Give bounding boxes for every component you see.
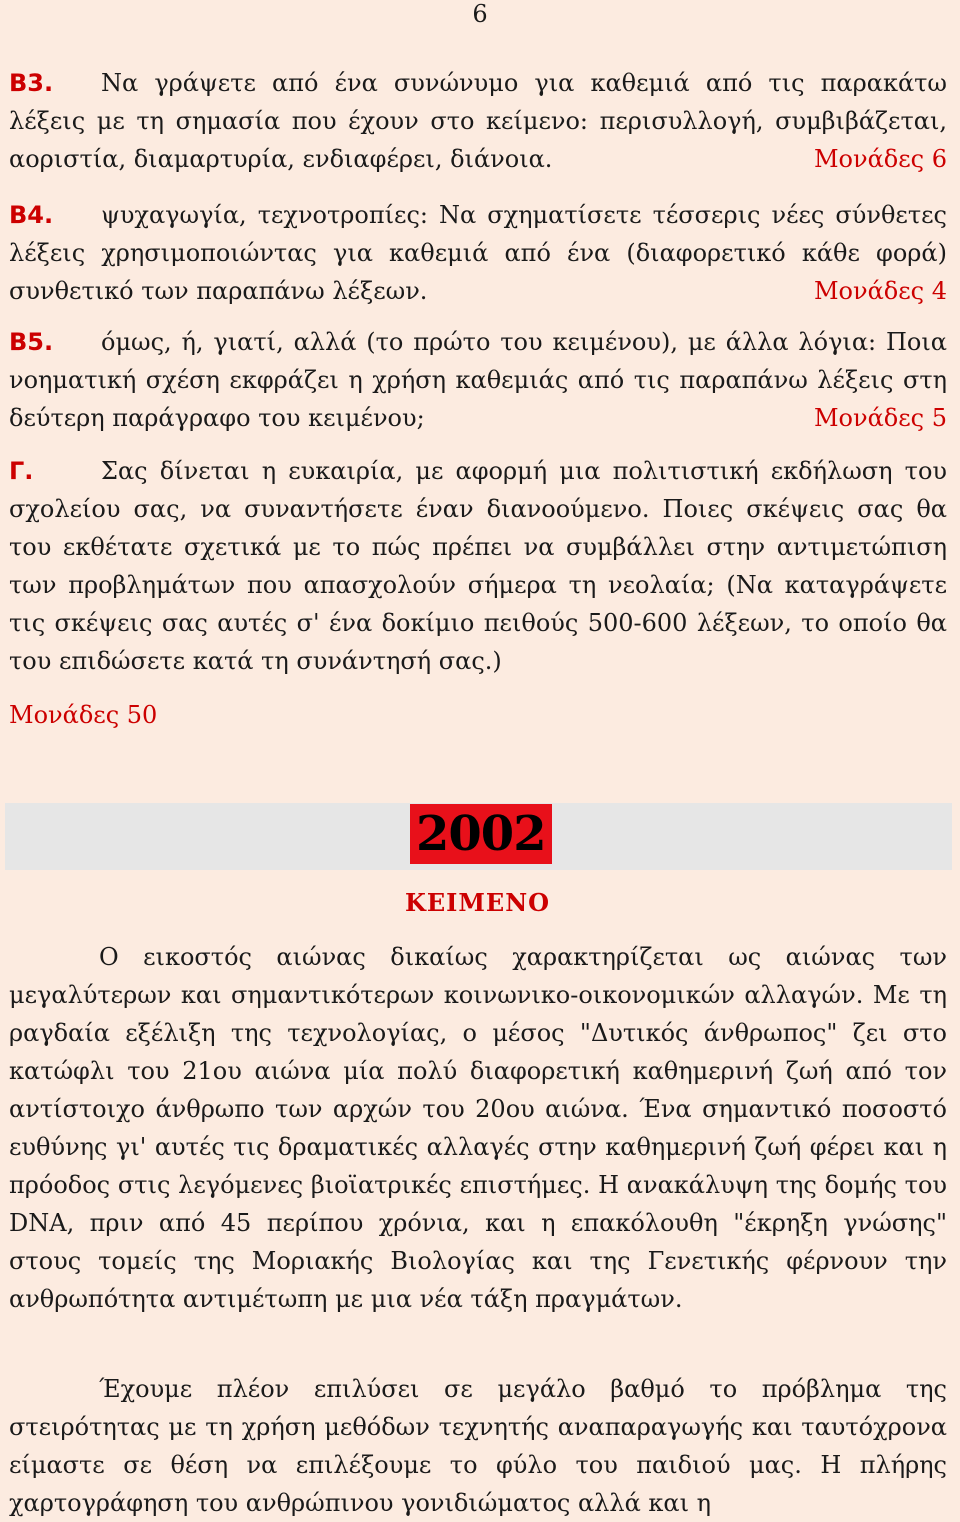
question-text: ψυχαγωγία, τεχνοτροπίες: Να σχηματίσετε τέσσερις νέες σύνθετες λέξεις χρησιμοποιώντας για καθεμιά από ένα (διαφορετικό κάθε φορά) συνθετικό των παραπάνω λέξεων. — [9, 201, 947, 305]
question-label: Γ. — [9, 457, 34, 485]
text-paragraph — [9, 1370, 947, 1522]
question-b3 — [9, 64, 947, 178]
question-marks: Μονάδες 5 — [813, 404, 947, 432]
question-b4 — [9, 196, 947, 310]
question-text: όμως, ή, γιατί, αλλά (το πρώτο του κειμένου), με άλλα λόγια: Ποια νοηματική σχέση εκφράζει η χρήση καθεμιάς από τις παραπάνω λέξεις στη δεύτερη παράγραφο του κειμένου; — [9, 328, 947, 432]
question-label: Β3. — [9, 69, 54, 97]
year-banner — [5, 803, 952, 870]
text-paragraph — [9, 938, 947, 1318]
question-label: Β5. — [9, 328, 54, 356]
year-heading: 2002 — [410, 804, 552, 864]
section-title: ΚΕΙΜΕΝΟ — [404, 888, 551, 917]
paragraph-text: Έχουμε πλέον επιλύσει σε μεγάλο βαθμό το πρόβλημα της στειρότητας με τη χρήση μεθόδων τεχνητής αναπαραγωγής και ταυτόχρονα είμαστε σε θέση να επιλέξουμε το φύλο του παιδιού μας. Η πλήρης χαρτογράφηση του ανθρώπινου γονιδιώματος αλλά και η — [9, 1375, 947, 1517]
question-marks: Μονάδες 4 — [813, 277, 947, 305]
page-number: 6 — [472, 0, 488, 28]
question-g — [9, 452, 947, 734]
question-marks: Μονάδες 6 — [813, 145, 947, 173]
question-text: Σας δίνεται η ευκαιρία, με αφορμή μια πολιτιστική εκδήλωση του σχολείου σας, να συναντήσετε έναν διανοούμενο. Ποιες σκέψεις σας θα του εκθέτατε σχετικά με το πώς πρέπει να συμβάλλει στην αντιμετώπιση των προβλημάτων που απασχολούν σήμερα τη νεολαία; (Να καταγράψετε τις σκέψεις σας αυτές σ' ένα δοκίμιο πειθούς 500-600 λέξεων, το οποίο θα του επιδώσετε κατά τη συνάντησή σας.) — [9, 457, 947, 675]
question-b5 — [9, 323, 947, 437]
question-marks: Μονάδες 50 — [9, 701, 158, 729]
question-text: Να γράψετε από ένα συνώνυμο για καθεμιά από τις παρακάτω λέξεις με τη σημασία που έχουν στο κείμενο: περισυλλογή, συμβιβάζεται, αοριστία, διαμαρτυρία, ενδιαφέρει, διάνοια. — [9, 69, 947, 173]
paragraph-text: Ο εικοστός αιώνας δικαίως χαρακτηρίζεται ως αιώνας των μεγαλύτερων και σημαντικότερων κοινωνικο-οικονομικών αλλαγών. Με τη ραγδαία εξέλιξη της τεχνολογίας, ο μέσος "Δυτικός άνθρωπος" ζει στο κατώφλι του 21ου αιώνα μία πολύ διαφορετική καθημερινή ζωή από τον αντίστοιχο άνθρωπο των αρχών του 20ου αιώνα. Ένα σημαντικό ποσοστό ευθύνης γι' αυτές τις δραματικές αλλαγές στην καθημερινή ζωή φέρει και η πρόοδος στις λεγόμενες βιοϊατρικές επιστήμες. Η ανακάλυψη της δομής του DNA, πριν από 45 περίπου χρόνια, και η επακόλουθη "έκρηξη γνώσης" στους τομείς της Μοριακής Βιολογίας και της Γενετικής φέρνουν την ανθρωπότητα αντιμέτωπη με μια νέα τάξη πραγμάτων. — [9, 943, 947, 1313]
question-label: Β4. — [9, 201, 54, 229]
